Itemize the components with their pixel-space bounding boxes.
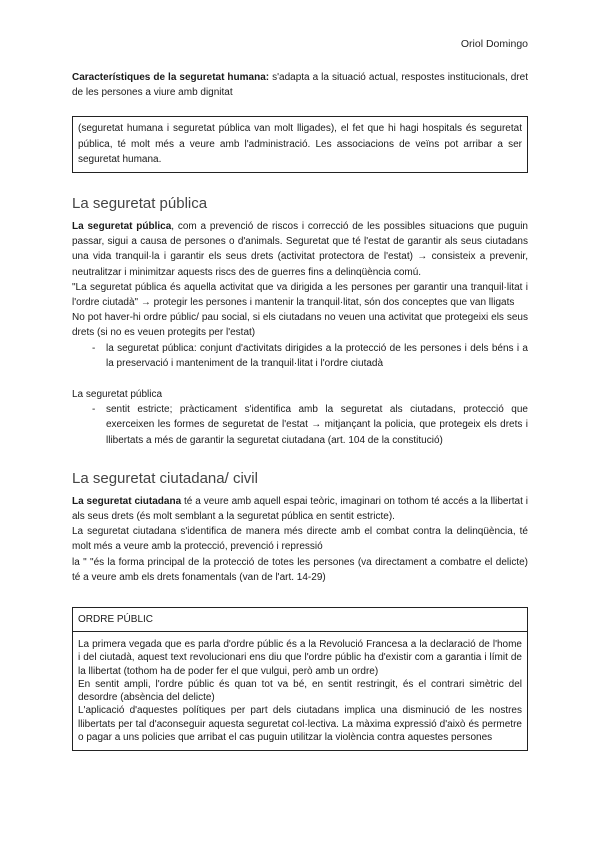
ordre-public-paragraph-1: La primera vegada que es parla d'ordre públic és a la Revolució Francesa a la declaració de l'home i del ciutadà, aquest text revolucionari ens diu que l'ordre públic ha d'existir com a garantia i límit de la llibertat (tothom ha de poder fer el que vulgui, però amb un ordre) [78,639,522,677]
section1-paragraph-3: No pot haver-hi ordre públic/ pau social, si els ciutadans no veuen una activitat que protegeixi els seus drets (si no es veuen protegits per l'estat) [72,312,528,339]
ordre-public-box [72,607,528,751]
section2-p1-text: té a veure amb aquell espai teòric, imaginari on tothom té accés a la llibertat i als seus drets (és molt semblant a la seguretat pública en sentit estricte). [72,495,529,523]
section-title-seguretat-publica: La seguretat pública [72,195,208,213]
section1-p1-text: , com a prevenció de riscos i correcció de les possibles situacions que puguin passar, sigui a causa de persones o d'animals. Seguretat que té l'estat de garantir als seus ciutadans una vida tranquil·la i garantir els seus drets (activitat protectora de l'estat) → consisteix a prevenir, neutralitzar i minimitzar aquests riscs des de guerres fins a delinqüència comú. [72,221,528,278]
section-title-seguretat-ciutadana: La seguretat ciutadana/ civil [72,469,258,487]
intro-paragraph [72,70,528,100]
section1-list-2 [72,402,528,448]
ordre-public-body [73,632,527,750]
section2-paragraph-1 [72,494,528,524]
document-body [72,70,528,751]
section2-paragraph-3: la " "és la forma principal de la protecció de totes les persones (va directament a combatre el delicte) té a veure amb els drets fonamentals (van de l'art. 14-29) [72,556,528,583]
ordre-public-paragraph-3: L'aplicació d'aquestes polítiques per part dels ciutadans implica una disminució de les nostres llibertats per tal d'aconseguir aquesta seguretat col·lectiva. La màxima expressió d'això és permetre o pagar a uns policies que arribat el cas puguin utilitzar la violència contra aquestes persones [78,705,522,743]
ordre-public-paragraph-2: En sentit ampli, l'ordre públic és quan tot va bé, en sentit restringit, és el contrari simètric del desordre (absència del delicte) [78,678,522,704]
author-name: Oriol Domingo [460,38,528,50]
intro-text: s'adapta a la situació actual, respostes institucionals, dret de les persones a viure amb dignitat [72,72,528,99]
section1-paragraph-2: "La seguretat pública és aquella activitat que va dirigida a les persones per garantir una tranquil·litat i l'ordre ciutadà" → protegir les persones i mantenir la tranquil·litat, són dos conceptes que van lligats [72,281,528,309]
note-box [72,116,528,173]
list-item: - la seguretat pública: conjunt d'activitats dirigides a la protecció de les persones i dels béns i a la preservació i manteniment de la tranquil·litat i l'ordre ciutadà [94,341,528,371]
section1-list-1 [72,341,528,371]
section1-term: La seguretat pública [72,221,172,233]
list-item: - sentit estricte; pràcticament s'identifica amb la seguretat als ciutadans, protecció que exerceixen les formes de seguretat de l'estat → mitjançant la policia, que protegeix els drets i llibertats a més de garantir la seguretat ciutadana (art. 104 de la constitució) [94,402,528,448]
section1-label: La seguretat pública [72,389,163,401]
ordre-public-heading: ORDRE PÚBLIC [73,608,527,632]
section1-paragraph-1 [72,219,528,280]
intro-term: Característiques de la seguretat humana: [72,72,270,83]
section2-paragraph-2: La seguretat ciutadana s'identifica de manera més directe amb el combat contra la delinqüència, té molt més a veure amb la protecció, prevenció i repressió [72,526,528,553]
note-box-text: (seguretat humana i seguretat pública van molt lligades), el fet que hi hagi hospitals és seguretat pública, té molt més a veure amb l'administració. Les associacions de veïns pot arribar a ser seguretat humana. [78,123,522,165]
section2-term: La seguretat ciutadana [72,495,182,507]
